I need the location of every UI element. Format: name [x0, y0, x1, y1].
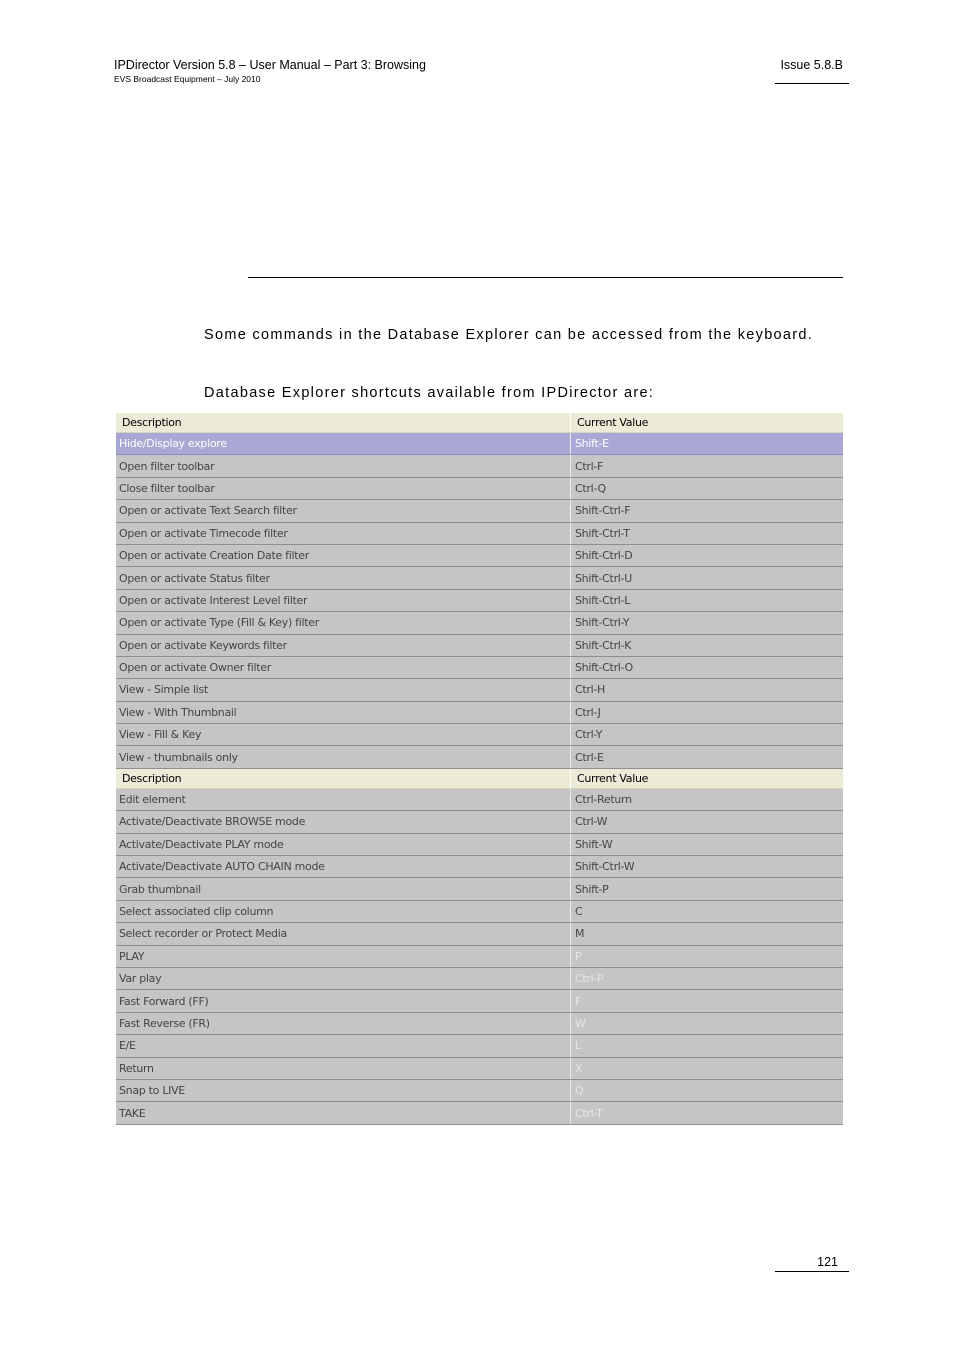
shortcut-description: Var play — [116, 968, 571, 989]
shortcut-value: Shift-Ctrl-Y — [575, 616, 630, 630]
shortcut-value: C — [575, 905, 583, 918]
shortcut-value: Shift-W — [575, 837, 613, 851]
shortcut-value: F — [575, 994, 582, 1008]
shortcut-description: TAKE — [116, 1102, 571, 1123]
shortcut-description: Open or activate Interest Level filter — [116, 590, 571, 611]
table-row[interactable] — [116, 478, 843, 500]
shortcut-description: Activate/Deactivate PLAY mode — [116, 834, 571, 855]
shortcut-description: View - Simple list — [116, 679, 571, 700]
table-group-2 — [116, 789, 843, 1125]
shortcut-value: Shift-Ctrl-K — [575, 638, 632, 652]
table-row[interactable] — [116, 946, 843, 968]
shortcut-value: Shift-E — [575, 437, 609, 451]
table-row[interactable] — [116, 567, 843, 589]
shortcut-value: Ctrl-P — [575, 972, 604, 986]
shortcut-description: Open or activate Owner filter — [116, 657, 571, 678]
header-issue: Issue 5.8.B — [780, 58, 843, 72]
shortcut-value: W — [575, 1016, 586, 1030]
shortcut-value: Ctrl-H — [575, 683, 606, 697]
table-row[interactable] — [116, 923, 843, 945]
shortcut-description: Snap to LIVE — [116, 1080, 571, 1101]
shortcut-value: Ctrl-T — [575, 1106, 603, 1120]
shortcut-description: Activate/Deactivate AUTO CHAIN mode — [116, 856, 571, 877]
shortcut-value: Q — [575, 1084, 584, 1098]
table-row[interactable] — [116, 1058, 843, 1080]
shortcut-description: E/E — [116, 1035, 571, 1056]
table-row[interactable] — [116, 702, 843, 724]
column-header-value[interactable]: Current Value — [577, 416, 649, 429]
table-group-1 — [116, 433, 843, 769]
table-header — [116, 769, 843, 789]
shortcut-description: View - thumbnails only — [116, 746, 571, 767]
shortcut-value: L — [575, 1039, 581, 1053]
header-rule — [775, 83, 849, 84]
shortcut-value: Ctrl-W — [575, 815, 608, 829]
shortcut-value: Shift-Ctrl-O — [575, 661, 633, 675]
shortcut-value: P — [575, 949, 582, 963]
table-row[interactable] — [116, 590, 843, 612]
table-row[interactable] — [116, 789, 843, 811]
table-row[interactable] — [116, 523, 843, 545]
shortcut-description: Open or activate Status filter — [116, 567, 571, 588]
shortcut-description: Close filter toolbar — [116, 478, 571, 499]
table-row[interactable] — [116, 878, 843, 900]
shortcut-description: Activate/Deactivate BROWSE mode — [116, 811, 571, 832]
table-row[interactable] — [116, 657, 843, 679]
table-row[interactable] — [116, 834, 843, 856]
shortcut-value: Ctrl-F — [575, 459, 604, 473]
shortcut-value: Shift-Ctrl-D — [575, 549, 633, 563]
shortcut-description: PLAY — [116, 946, 571, 967]
shortcut-value: Shift-Ctrl-W — [575, 860, 635, 874]
shortcut-value: M — [575, 927, 585, 941]
shortcut-description: Return — [116, 1058, 571, 1079]
shortcut-description: Fast Reverse (FR) — [116, 1013, 571, 1034]
table-row[interactable] — [116, 968, 843, 990]
table-row[interactable] — [116, 856, 843, 878]
footer-rule — [775, 1271, 849, 1272]
shortcut-value: Shift-P — [575, 882, 609, 896]
table-row[interactable] — [116, 811, 843, 833]
table-row[interactable] — [116, 612, 843, 634]
shortcut-value: Shift-Ctrl-U — [575, 571, 632, 585]
table-row[interactable] — [116, 990, 843, 1012]
table-row[interactable] — [116, 455, 843, 477]
section-rule — [248, 277, 843, 278]
table-row[interactable] — [116, 545, 843, 567]
column-header-value[interactable]: Current Value — [577, 771, 649, 785]
table-row[interactable] — [116, 1102, 843, 1124]
shortcut-value: X — [575, 1061, 583, 1075]
intro-paragraph: Some commands in the Database Explorer can be accessed from the keyboard. — [204, 327, 814, 343]
header-subtitle: EVS Broadcast Equipment – July 2010 — [114, 74, 261, 84]
shortcut-description: Open or activate Keywords filter — [116, 635, 571, 656]
shortcut-description: Grab thumbnail — [116, 878, 571, 899]
shortcut-description: View - With Thumbnail — [116, 702, 571, 723]
column-header-description[interactable]: Description — [116, 769, 571, 788]
shortcut-value: Ctrl-Y — [575, 728, 603, 742]
table-row[interactable] — [116, 635, 843, 657]
shortcut-value: Shift-Ctrl-F — [575, 504, 631, 518]
shortcut-value: Ctrl-J — [575, 705, 601, 719]
shortcut-description: View - Fill & Key — [116, 724, 571, 745]
table-row[interactable] — [116, 1013, 843, 1035]
page-number: 121 — [817, 1255, 838, 1269]
shortcut-description: Edit element — [116, 789, 571, 810]
header-title: IPDirector Version 5.8 – User Manual – Part 3: Browsing — [114, 58, 426, 72]
shortcut-value: Ctrl-Return — [575, 793, 632, 807]
shortcut-description: Open or activate Timecode filter — [116, 523, 571, 544]
table-row[interactable] — [116, 500, 843, 522]
table-row[interactable] — [116, 1080, 843, 1102]
column-header-description[interactable]: Description — [116, 413, 571, 432]
shortcut-description: Open or activate Type (Fill & Key) filter — [116, 612, 571, 633]
shortcut-description: Open or activate Text Search filter — [116, 500, 571, 521]
shortcut-value: Ctrl-Q — [575, 481, 606, 495]
table-row[interactable] — [116, 746, 843, 768]
table-header — [116, 413, 843, 433]
shortcuts-table — [116, 413, 843, 1125]
table-row[interactable] — [116, 1035, 843, 1057]
shortcut-value: Shift-Ctrl-T — [575, 526, 630, 540]
shortcut-description: Fast Forward (FF) — [116, 990, 571, 1011]
table-row[interactable] — [116, 724, 843, 746]
list-intro-paragraph: Database Explorer shortcuts available from IPDirector are: — [204, 385, 655, 401]
shortcut-value: Ctrl-E — [575, 750, 604, 764]
shortcut-description: Hide/Display explore — [116, 433, 571, 454]
shortcut-description: Open filter toolbar — [116, 455, 571, 476]
table-row[interactable] — [116, 679, 843, 701]
table-row[interactable] — [116, 901, 843, 923]
shortcut-description: Select recorder or Protect Media — [116, 923, 571, 944]
shortcut-description: Open or activate Creation Date filter — [116, 545, 571, 566]
shortcut-description: Select associated clip column — [116, 901, 571, 922]
table-row[interactable] — [116, 433, 843, 455]
shortcut-value: Shift-Ctrl-L — [575, 593, 631, 607]
